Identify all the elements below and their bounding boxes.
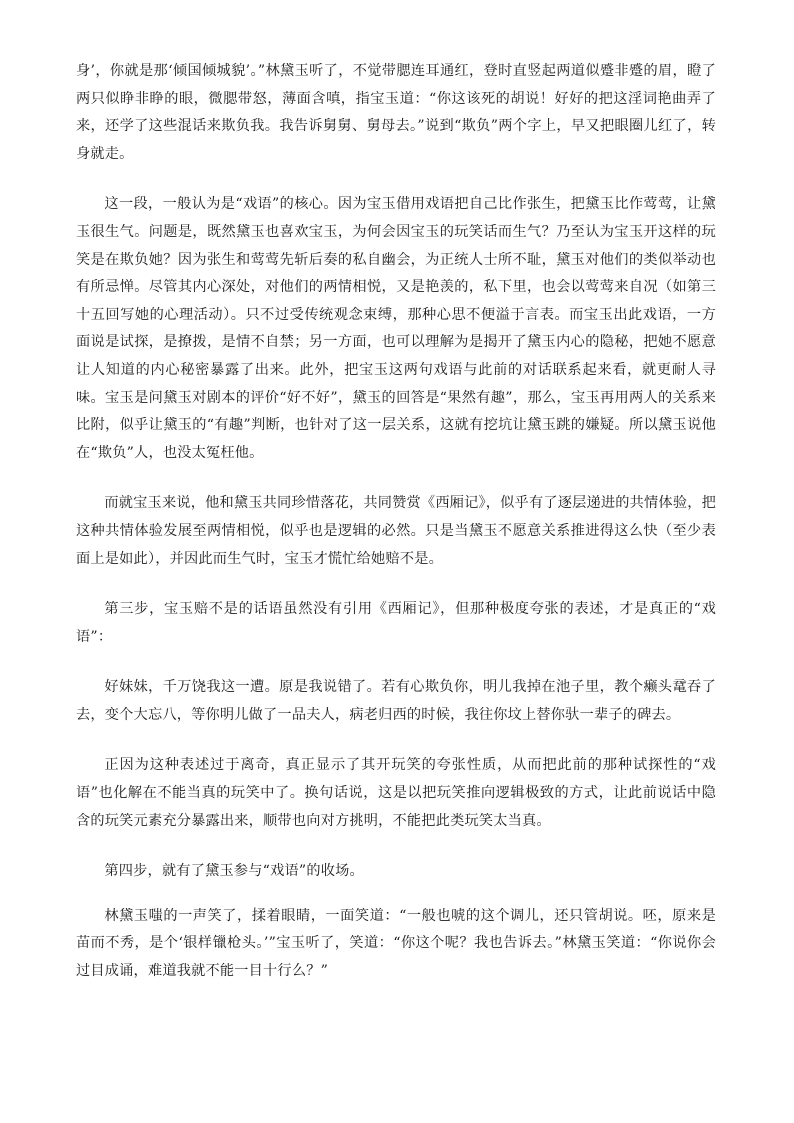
paragraph-1: 身’，你就是那‘倾国倾城貌’。”林黛玉听了，不觉带腮连耳通红，登时直竖起两道似蹙非蹙的眉，瞪了两只似睁非睁的眼，微腮带怒，薄面含嗔，指宝玉道：“你这该死的胡说！好好的把这淫词艳曲弄了来，还学了这些混话来欺负我。我告诉舅舅、舅母去。”说到“欺负”两个字上，早又把眼圈儿红了，转身就走。 [76, 63, 716, 162]
paragraph-4: 第三步，宝玉赔不是的话语虽然没有引用《西厢记》，但那种极度夸张的表述，才是真正的“戏语”： [76, 601, 716, 645]
quoted-passage-2: 林黛玉嗤的一声笑了，揉着眼睛，一面笑道：“一般也唬的这个调儿，还只管胡说。呸，原来是苗而不秀，是个‘银样镴枪头。’”宝玉听了，笑道：“你这个呢？我也告诉去。”林黛玉笑道：“你说你会过目成诵，难道我就不能一目十行么？” [76, 907, 716, 980]
quoted-passage-1: 好妹妹，千万饶我这一遭。原是我说错了。若有心欺负你，明儿我掉在池子里，教个癞头鼋吞了去，变个大忘八，等你明儿做了一品夫人，病老归西的时候，我往你坟上替你驮一辈子的碑去。 [76, 679, 716, 723]
paragraph-6: 第四步，就有了黛玉参与“戏语”的收场。 [104, 863, 364, 880]
paragraph-3: 而就宝玉来说，他和黛玉共同珍惜落花，共同赞赏《西厢记》，似乎有了逐层递进的共情体验，把这种共情体验发展至两情相悦，似乎也是逻辑的必然。只是当黛玉不愿意关系推进得这么快（至少表面上是如此），并因此而生气时，宝玉才慌忙给她赔不是。 [76, 495, 716, 567]
paragraph-2: 这一段，一般认为是“戏语”的核心。因为宝玉借用戏语把自己比作张生，把黛玉比作莺莺，让黛玉很生气。问题是，既然黛玉也喜欢宝玉，为何会因宝玉的玩笑话而生气？乃至认为宝玉开这样的玩笑是在欺负她？因为张生和莺莺先斩后奏的私自幽会，为正统人士所不耻，黛玉对他们的类似举动也有所忌惮。尽管其内心深处，对他们的两情相悦，又是艳羡的，私下里，也会以莺莺来自况（如第三十五回写她的心理活动）。只不过受传统观念束缚，那种心思不便溢于言表。而宝玉出此戏语，一方面说是试探，是撩拨，是情不自禁；另一方面，也可以理解为是揭开了黛玉内心的隐秘，把她不愿意让人知道的内心秘密暴露了出来。此外，把宝玉这两句戏语与此前的对话联系起来看，就更耐人寻味。宝玉是问黛玉对剧本的评价“好不好”，黛玉的回答是“果然有趣”，那么，宝玉再用两人的关系来比附，似乎让黛玉的“有趣”判断，也针对了这一层关系，这就有挖坑让黛玉跳的嫌疑。所以黛玉说他在“欺负”人，也没太冤枉他。 [76, 196, 716, 461]
paragraph-5: 正因为这种表述过于离奇，真正显示了其开玩笑的夸张性质，从而把此前的那种试探性的“戏语”也化解在不能当真的玩笑中了。换句话说，这是以把玩笑推向逻辑极致的方式，让此前说话中隐含的玩笑元素充分暴露出来，顺带也向对方挑明，不能把此类玩笑太当真。 [76, 757, 716, 829]
document-page [76, 58, 716, 1009]
